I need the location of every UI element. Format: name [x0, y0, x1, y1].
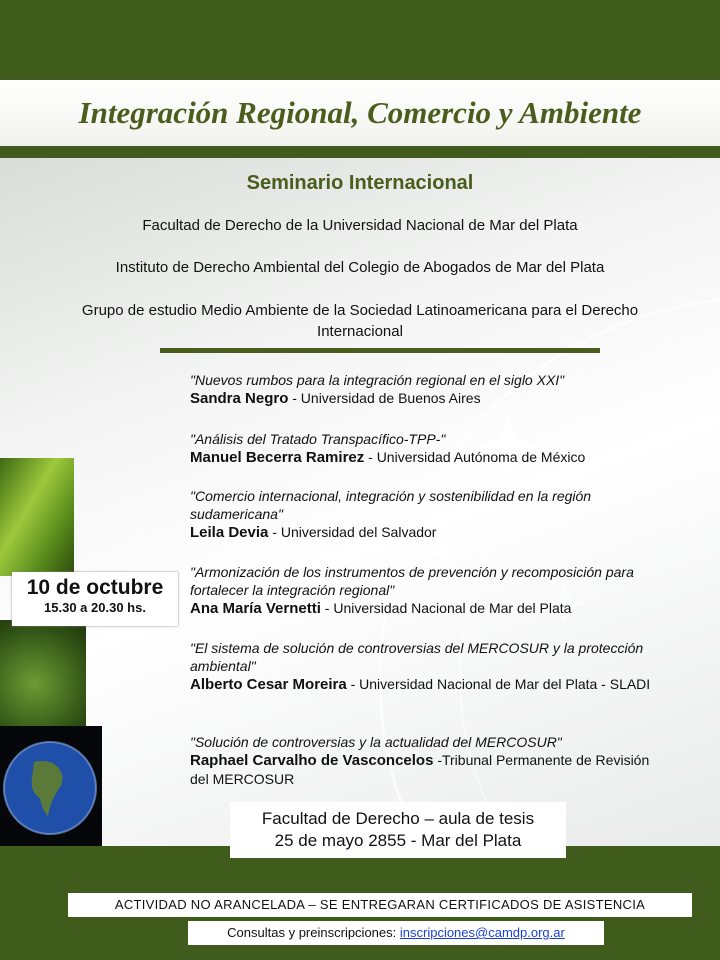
speaker-name: Alberto Cesar Moreira	[190, 676, 347, 693]
venue-line-1: Facultad de Derecho – aula de tesis	[261, 809, 535, 828]
talk-title: "Análisis del Tratado Transpacífico-TPP-"	[190, 431, 446, 447]
seminar-subtitle: Seminario Internacional	[246, 172, 474, 194]
speaker-affiliation: - Universidad Nacional de Mar del Plata - SLADI	[346, 676, 651, 692]
talk-title: "Comercio internacional, integración y sostenibilidad en la región sudamericana"	[190, 488, 592, 522]
talk-item	[190, 430, 690, 467]
title-divider	[0, 146, 720, 158]
speaker-affiliation: - Universidad del Salvador	[268, 524, 437, 540]
venue-box	[230, 802, 566, 858]
speaker-name: Leila Devia	[190, 524, 269, 541]
globe-photo	[0, 726, 102, 846]
page-title: Integración Regional, Comercio y Ambiente	[78, 95, 642, 130]
speaker-affiliation: - Universidad Autónoma de México	[364, 449, 586, 465]
speaker-name: Raphael Carvalho de Vasconcelos	[190, 752, 434, 769]
talk-item	[190, 639, 690, 694]
speaker-name: Ana María Vernetti	[190, 600, 321, 617]
organizer-3: Grupo de estudio Medio Ambiente de la Sociedad Latinoamericana para el Derecho Internacional	[81, 302, 639, 340]
organizer-2: Instituto de Derecho Ambiental del Colegio de Abogados de Mar del Plata	[115, 259, 605, 276]
globe-icon	[0, 726, 102, 846]
event-date-box	[12, 572, 178, 626]
event-date: 10 de octubre	[26, 576, 164, 599]
contact-label: Consultas y preinscripciones:	[227, 925, 400, 940]
venue-line-2: 25 de mayo 2855 - Mar del Plata	[274, 831, 522, 850]
organizer-1: Facultad de Derecho de la Universidad Nacional de Mar del Plata	[142, 217, 578, 234]
contact-box	[188, 921, 604, 945]
speaker-affiliation: - Universidad Nacional de Mar del Plata	[320, 600, 572, 616]
speaker-affiliation: -Tribunal Permanente de Revisión del MERCOSUR	[190, 752, 650, 787]
contact-email-link[interactable]: inscripciones@camdp.org.ar	[399, 925, 565, 940]
talk-title: "Solución de controversias y la actualidad del MERCOSUR"	[190, 734, 562, 750]
talk-title: "Nuevos rumbos para la integración regional en el siglo XXI"	[190, 372, 565, 388]
speaker-name: Sandra Negro	[190, 390, 289, 407]
talk-item	[190, 563, 690, 618]
speaker-name: Manuel Becerra Ramirez	[190, 449, 365, 466]
jungle-photo	[0, 458, 74, 576]
talk-title: "Armonización de los instrumentos de prevención y recomposición para fortalecer la integración regional"	[190, 564, 634, 598]
talk-item	[190, 487, 660, 542]
top-band	[0, 0, 720, 80]
event-time: 15.30 a 20.30 hs.	[44, 600, 146, 615]
talk-item	[190, 733, 650, 789]
speaker-affiliation: - Universidad de Buenos Aires	[288, 390, 481, 406]
free-activity-notice: ACTIVIDAD NO ARANCELADA – SE ENTREGARAN CERTIFICADOS DE ASISTENCIA	[68, 893, 692, 917]
talk-item	[190, 371, 690, 408]
talk-title: "El sistema de solución de controversias del MERCOSUR y la protección ambiental"	[190, 640, 644, 674]
section-divider	[160, 348, 600, 353]
waterfall-photo	[0, 620, 86, 726]
